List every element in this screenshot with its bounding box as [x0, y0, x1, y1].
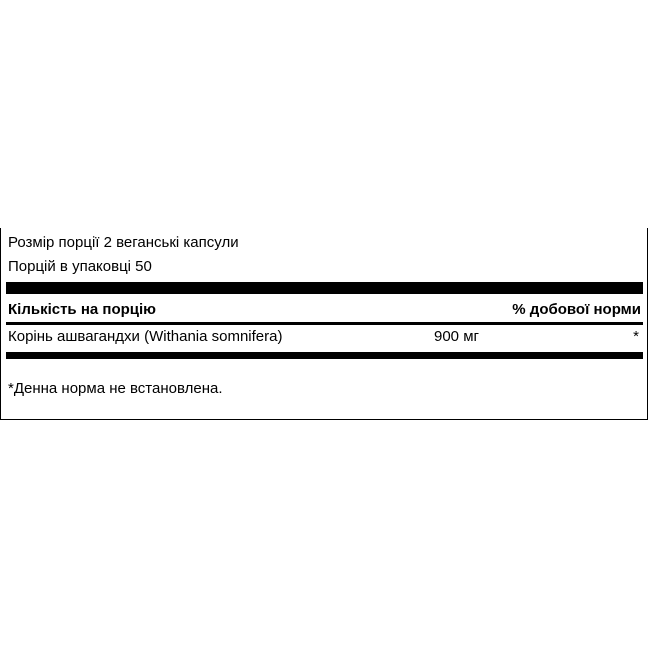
serving-size: Розмір порції 2 веганські капсули	[8, 234, 239, 251]
amount-per-serving-header: Кількість на порцію	[8, 301, 156, 318]
ingredient-name: Корінь ашвагандхи (Withania somnifera)	[8, 328, 283, 345]
thick-divider-bottom	[6, 352, 643, 359]
daily-value-header: % добової норми	[512, 301, 641, 318]
servings-per-container: Порцій в упаковці 50	[8, 258, 152, 275]
medium-divider	[6, 322, 643, 325]
ingredient-daily-value: *	[633, 328, 639, 345]
ingredient-amount: 900 мг	[434, 328, 479, 345]
thick-divider	[6, 282, 643, 294]
footnote: *Денна норма не встановлена.	[8, 380, 223, 397]
supplement-facts-panel	[0, 228, 648, 420]
